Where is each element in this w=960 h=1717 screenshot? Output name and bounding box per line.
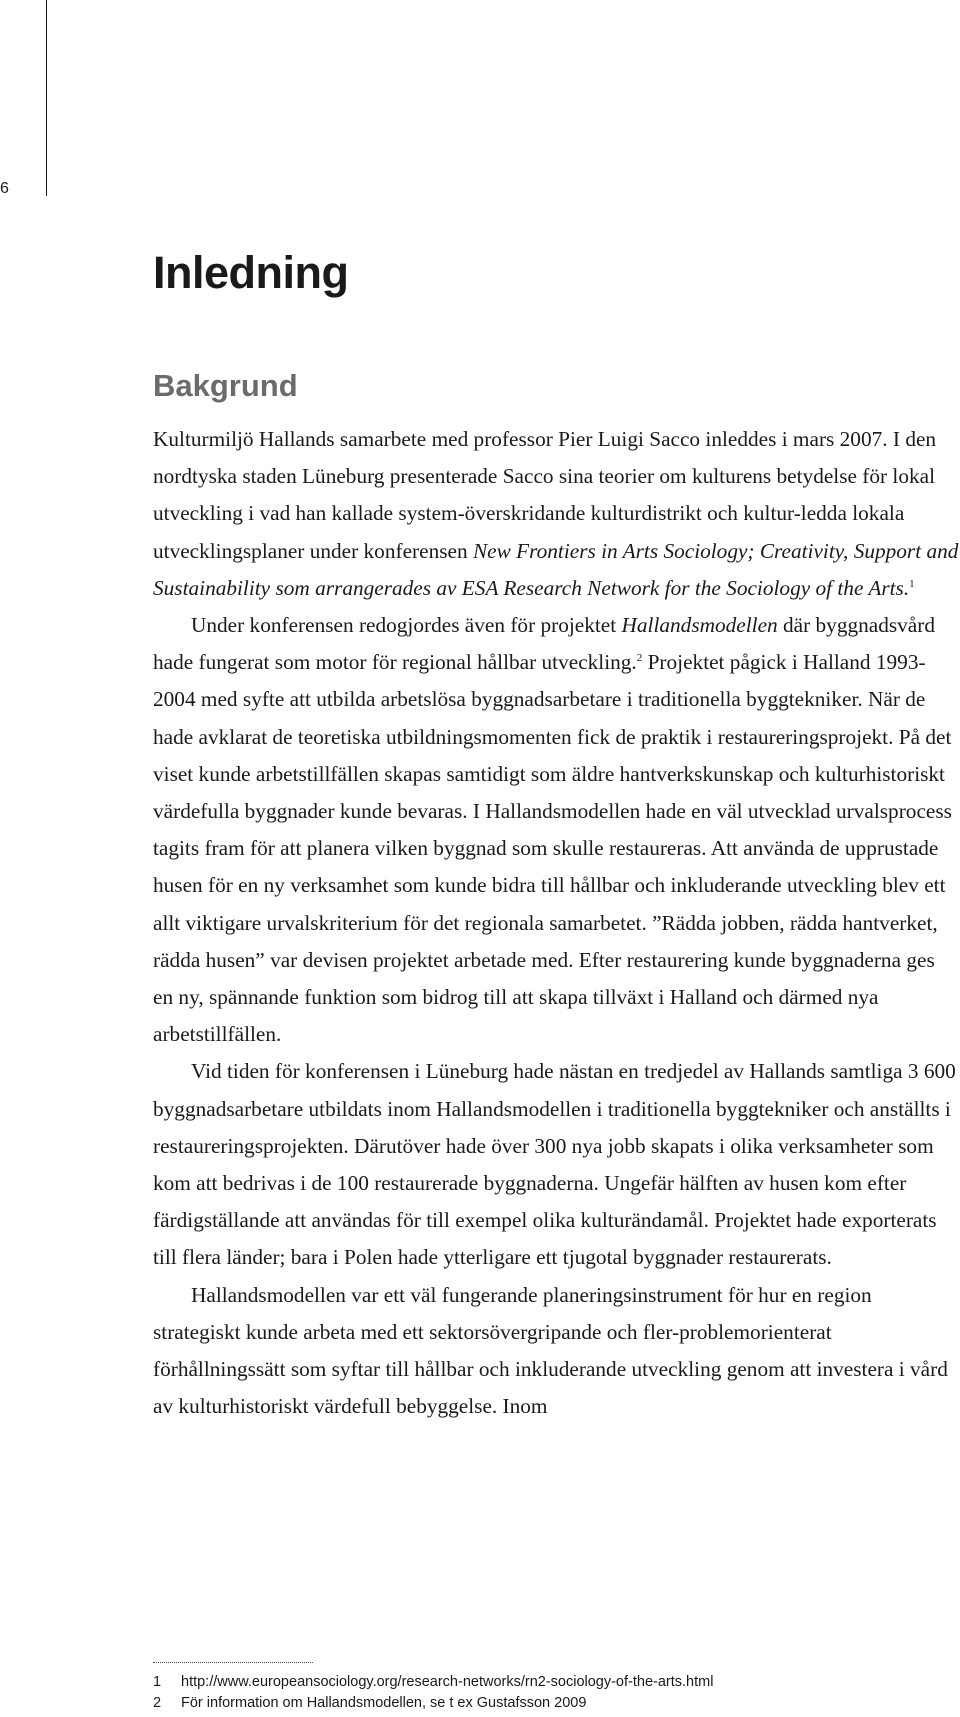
footnote-2 bbox=[153, 1693, 713, 1714]
paragraph-2-text-a: Under konferensen redogjordes även för projektet bbox=[191, 613, 622, 638]
footnote-1 bbox=[153, 1672, 713, 1693]
paragraph-2-text-c: Projektet pågick i Halland 1993-2004 med syfte att utbilda arbetslösa byggnadsarbetare i traditionella byggtekniker. När de hade avklarat de teoretiska utbildningsmomenten fick de praktik i restaureringsprojekt. På det viset kunde arbetstillfällen skapas samtidigt som äldre hantverkskunskap och kulturhistoriskt värdefulla byggnader kunde bevaras. I Hallandsmodellen hade en väl utvecklad urvalsprocess tagits fram för att planera vilken byggnad som skulle restaureras. Att använda de upprustade husen för en ny verksamhet som kunde bidra till hållbar och inkluderande utveckling blev ett allt viktigare urvalskriterium för det regionala samarbetet. ”Rädda jobben, rädda hantverket, rädda husen” var devisen projektet arbetade med. Efter restaurering kunde byggnaderna ges en ny, spännande funktion som bidrog till att skapa tillväxt i Halland och därmed nya arbetstillfällen. bbox=[153, 650, 952, 1047]
footnote-ref-1: 1 bbox=[909, 577, 915, 590]
paragraph-1-text: Kulturmiljö Hallands samarbete med professor Pier Luigi Sacco inleddes i mars 2007. I den nordtyska staden Lüneburg presenterade Sacco sina teorier om kulturens betydelse för lokal utveckling i vad han kallade system-överskridande kulturdistrikt och kultur-ledda lokala utvecklingsplaner under konferensen bbox=[153, 427, 937, 563]
paragraph-1 bbox=[153, 421, 959, 607]
paragraph-2-text-b: där byggnadsvård hade fungerat som motor för regional hållbar utveckling. bbox=[153, 613, 936, 675]
project-name: Hallandsmodellen bbox=[621, 613, 778, 638]
paragraph-4: Hallandsmodellen var ett väl fungerande planeringsinstrument för hur en region strategiskt kunde arbeta med ett sektorsövergripande och fler-problemorienterat förhållningssätt som syftar till hållbar och inkluderande utveckling genom att investera i vård av kulturhistoriskt värdefull bebyggelse. Inom bbox=[153, 1282, 948, 1419]
paragraph-3: Vid tiden för konferensen i Lüneburg hade nästan en tredjedel av Hallands samtliga 3 600 byggnadsarbetare utbildats inom Hallandsmodellen i traditionella byggtekniker och anställts i restaureringsprojekten. Därutöver hade över 300 nya jobb skapats i olika verksamheter som kom att bedrivas i de 100 restaurerade byggnaderna. Ungefär hälften av husen kom efter färdigställande att användas för till exempel olika kulturändamål. Projektet hade exporterats till flera länder; bara i Polen hade ytterligare ett tjugotal byggnader restaurerats. bbox=[153, 1059, 956, 1270]
footnote-separator bbox=[153, 1662, 313, 1663]
paragraph-2 bbox=[153, 607, 959, 1053]
page-title: Inledning bbox=[153, 247, 349, 298]
section-heading: Bakgrund bbox=[153, 368, 298, 403]
footnote-number: 2 bbox=[153, 1695, 162, 1711]
footnote-ref-2: 2 bbox=[636, 652, 643, 665]
footnote-text: För information om Hallandsmodellen, se t ex Gustafsson 2009 bbox=[181, 1695, 587, 1711]
page-number: 6 bbox=[0, 180, 9, 197]
conference-title: New Frontiers in Arts Sociology; Creativity, Support and Sustainability som arrangerades av ESA Research Network for the Sociology of the Arts. bbox=[153, 538, 959, 600]
body-text bbox=[153, 421, 959, 1425]
footnote-url: http://www.europeansociology.org/research-networks/rn2-sociology-of-the-arts.html bbox=[181, 1674, 714, 1690]
footnote-number: 1 bbox=[153, 1674, 162, 1690]
margin-rule bbox=[46, 0, 47, 196]
footnotes bbox=[153, 1672, 713, 1714]
